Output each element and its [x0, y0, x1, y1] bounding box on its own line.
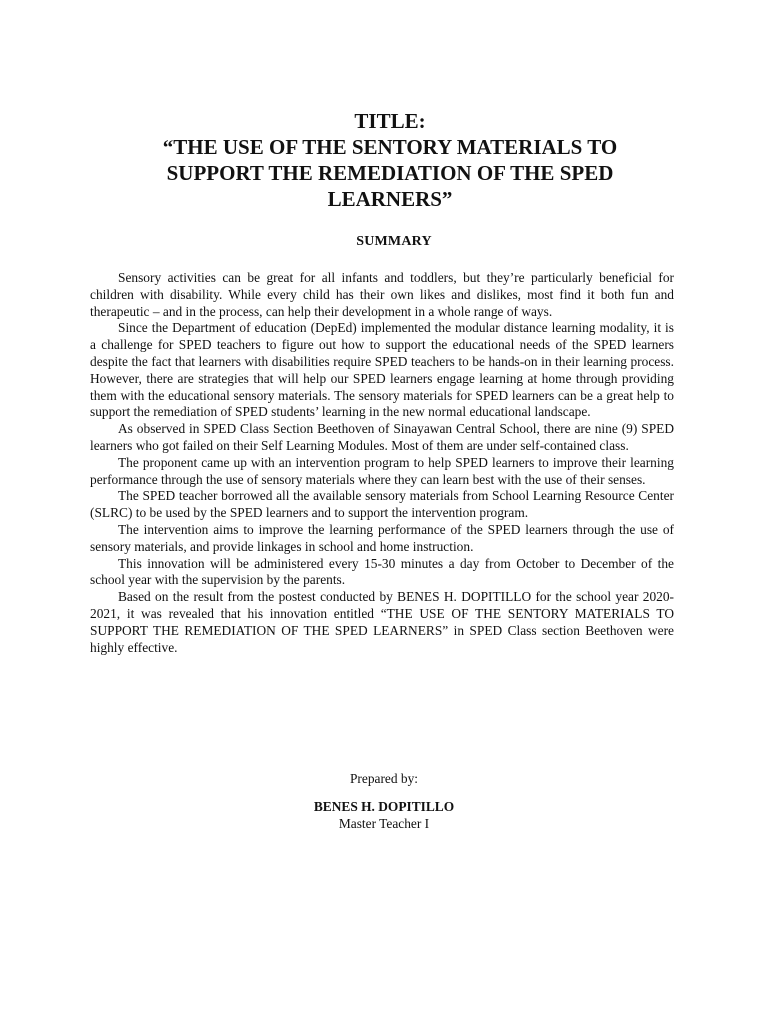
title-label: TITLE: [354, 109, 426, 133]
paragraph: The intervention aims to improve the learning performance of the SPED learners through the use of sensory materials, and provide linkages in school and home instruction. [90, 521, 674, 554]
prepared-by-label: Prepared by: [349, 771, 419, 786]
paragraph: The SPED teacher borrowed all the available sensory materials from School Learning Resource Center (SLRC) to be used by the SPED learners and to support the intervention program. [90, 488, 674, 521]
document-title [90, 108, 690, 212]
title-line-2: SUPPORT THE REMEDIATION OF THE SPED [166, 161, 614, 185]
title-line-3: LEARNERS” [327, 187, 453, 211]
title-line-1: “THE USE OF THE SENTORY MATERIALS TO [162, 135, 618, 159]
signer-role: Master Teacher I [338, 816, 430, 831]
paragraph: Since the Department of education (DepEd) implemented the modular distance learning modality, it is a challenge for SPED teachers to figure out how to support the educational needs of the SPED learners despite the fact that learners with disabilities require SPED teachers to be hands-on in their learning process. However, there are strategies that will help our SPED learners engage learning at home through providing them with the educational sensory materials. The sensory materials for SPED learners can be a great help to support the remediation of SPED students’ learning in the new normal educational landscape. [90, 320, 674, 420]
paragraph: Sensory activities can be great for all infants and toddlers, but they’re particularly beneficial for children with disability. While every child has their own likes and dislikes, most find it both fun and therapeutic – and in the process, can help their development in a whole range of ways. [90, 270, 674, 319]
paragraph: Based on the result from the postest conducted by BENES H. DOPITILLO for the school year 2020-2021, it was revealed that his innovation entitled “THE USE OF THE SENTORY MATERIALS TO SUPPORT THE REMEDIATION OF THE SPED LEARNERS” in SPED Class section Beethoven were highly effective. [90, 589, 674, 655]
signer-name: BENES H. DOPITILLO [313, 799, 455, 814]
paragraph: As observed in SPED Class Section Beethoven of Sinayawan Central School, there are nine (9) SPED learners who got failed on their Self Learning Modules. Most of them are under self-contained class. [90, 421, 674, 453]
paragraph: The proponent came up with an intervention program to help SPED learners to improve their learning performance through the use of sensory materials where they can learn best with the use of their senses. [90, 454, 674, 487]
summary-body [90, 270, 674, 656]
paragraph: This innovation will be administered every 15-30 minutes a day from October to December of the school year with the supervision by the parents. [90, 555, 674, 588]
summary-heading: SUMMARY [356, 234, 432, 249]
